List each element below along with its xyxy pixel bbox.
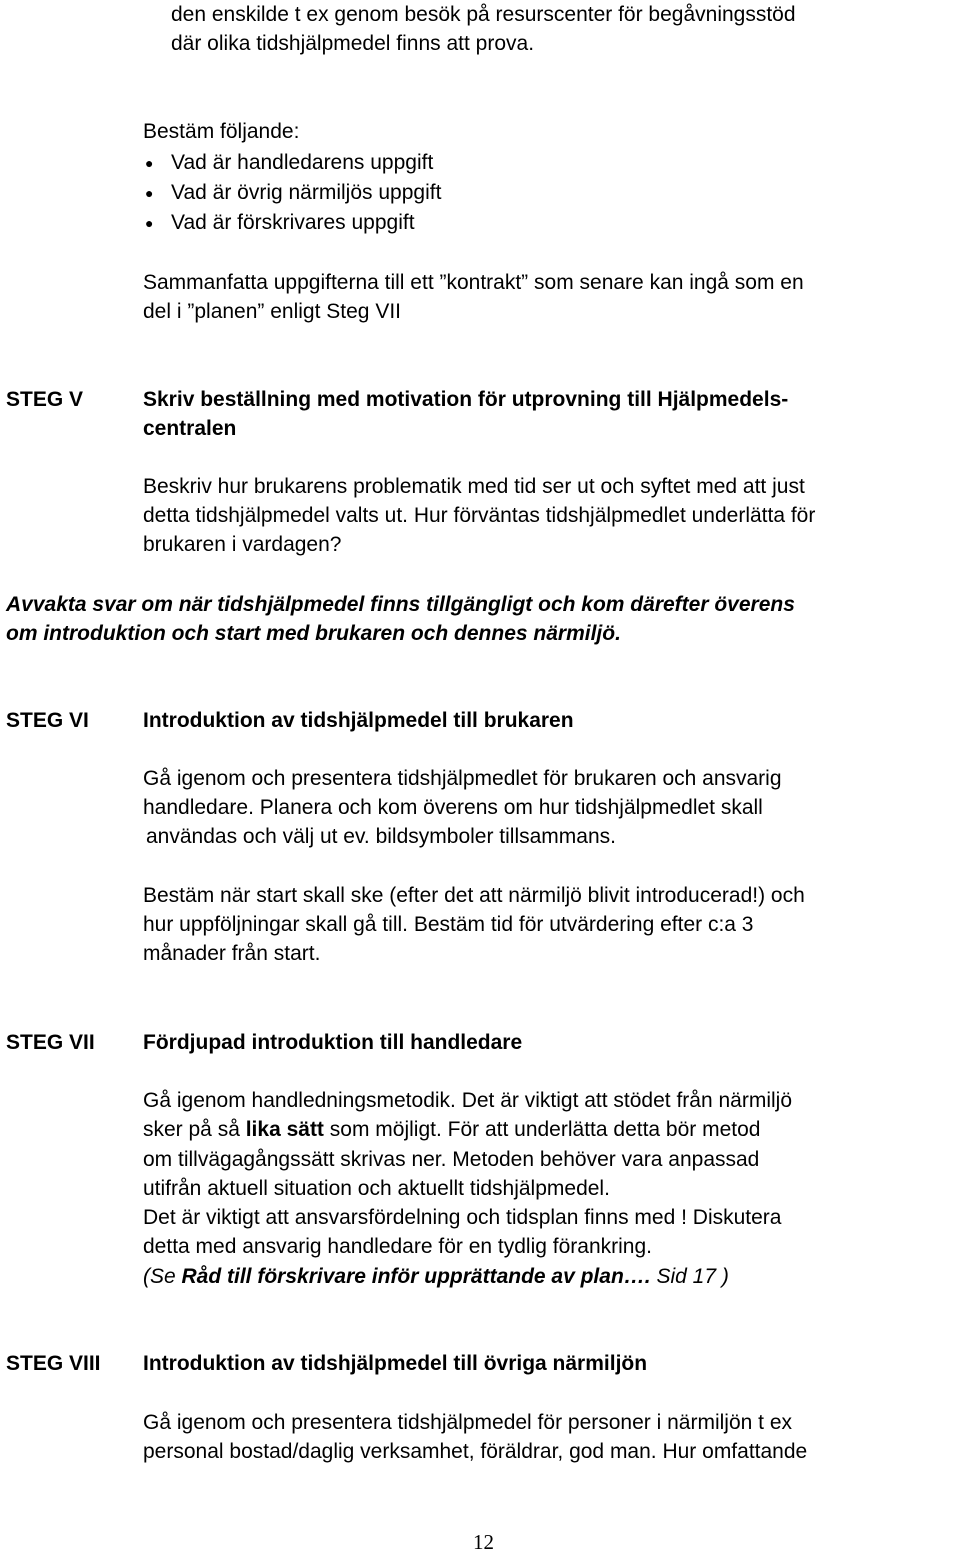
steg5-body-line-1: Beskriv hur brukarens problematik med tid ser ut och syftet med att just	[143, 475, 805, 498]
steg8-heading: Introduktion av tidshjälpmedel till övriga närmiljön	[143, 1352, 648, 1375]
bullet-icon: ●	[145, 215, 154, 231]
steg5-note-line-1: Avvakta svar om när tidshjälpmedel finns tillgängligt och kom därefter överens	[6, 593, 795, 616]
steg6-p1-line-3: användas och välj ut ev. bildsymboler tillsammans.	[146, 825, 616, 848]
steg7-reference-start: (Se	[143, 1265, 182, 1288]
steg7-line-6: detta med ansvarig handledare för en tydlig förankring.	[143, 1235, 652, 1258]
steg6-label: STEG VI	[6, 709, 89, 732]
steg7-line-5: Det är viktigt att ansvarsfördelning och tidsplan finns med ! Diskutera	[143, 1206, 782, 1229]
steg6-p2-line-1: Bestäm när start skall ske (efter det att närmiljö blivit introducerad!) och	[143, 884, 805, 907]
steg7-label: STEG VII	[6, 1031, 95, 1054]
decide-heading: Bestäm följande:	[143, 120, 300, 143]
intro-line-2: där olika tidshjälpmedel finns att prova.	[171, 32, 535, 55]
steg7-line-2-emphasis: lika sätt	[245, 1118, 324, 1141]
decide-bullet-2: Vad är övrig närmiljös uppgift	[171, 181, 442, 204]
steg7-line-2-end: som möjligt. För att underlätta detta bör metod	[323, 1118, 761, 1141]
steg6-p1-line-1: Gå igenom och presentera tidshjälpmedlet för brukaren och ansvarig	[143, 767, 782, 790]
steg6-p1-line-2: handledare. Planera och kom överens om hur tidshjälpmedlet skall	[143, 796, 763, 819]
decide-bullet-1: Vad är handledarens uppgift	[171, 151, 434, 174]
steg7-heading: Fördjupad introduktion till handledare	[143, 1031, 523, 1054]
steg6-heading: Introduktion av tidshjälpmedel till brukaren	[143, 709, 574, 732]
steg7-line-1: Gå igenom handledningsmetodik. Det är viktigt att stödet från närmiljö	[143, 1089, 793, 1112]
bullet-icon: ●	[145, 155, 154, 171]
steg7-reference-title: Råd till förskrivare inför upprättande av plan….	[181, 1265, 651, 1288]
steg5-body-line-3: brukaren i vardagen?	[143, 533, 342, 556]
steg8-line-1: Gå igenom och presentera tidshjälpmedel för personer i närmiljön t ex	[143, 1411, 793, 1434]
decide-bullet-3: Vad är förskrivares uppgift	[171, 211, 415, 234]
steg5-label: STEG V	[6, 388, 84, 411]
steg8-label: STEG VIII	[6, 1352, 101, 1375]
steg7-line-4: utifrån aktuell situation och aktuellt tidshjälpmedel.	[143, 1177, 610, 1200]
steg5-note-line-2: om introduktion och start med brukaren och dennes närmiljö.	[6, 622, 621, 645]
steg5-body-line-2: detta tidshjälpmedel valts ut. Hur förväntas tidshjälpmedlet underlätta för	[143, 504, 816, 527]
intro-line-1: den enskilde t ex genom besök på resurscenter för begåvningsstöd	[171, 3, 796, 26]
steg6-p2-line-3: månader från start.	[143, 942, 321, 965]
steg7-reference	[143, 1266, 729, 1287]
page-number: 12	[473, 1530, 494, 1554]
steg5-heading-line-1: Skriv beställning med motivation för utprovning till Hjälpmedels-	[143, 388, 789, 411]
steg7-line-2	[143, 1119, 760, 1140]
steg7-reference-page: Sid 17 )	[650, 1265, 729, 1288]
steg7-line-2-start: sker på så	[143, 1118, 246, 1141]
decide-summary-line-1: Sammanfatta uppgifterna till ett ”kontrakt” som senare kan ingå som en	[143, 271, 804, 294]
bullet-icon: ●	[145, 185, 154, 201]
steg7-line-3: om tillvägagångssätt skrivas ner. Metoden behöver vara anpassad	[143, 1148, 760, 1171]
steg5-heading-line-2: centralen	[143, 417, 237, 440]
steg6-p2-line-2: hur uppföljningar skall gå till. Bestäm tid för utvärdering efter c:a 3	[143, 913, 754, 936]
steg8-line-2: personal bostad/daglig verksamhet, föräldrar, god man. Hur omfattande	[143, 1440, 808, 1463]
decide-summary-line-2: del i ”planen” enligt Steg VII	[143, 300, 401, 323]
